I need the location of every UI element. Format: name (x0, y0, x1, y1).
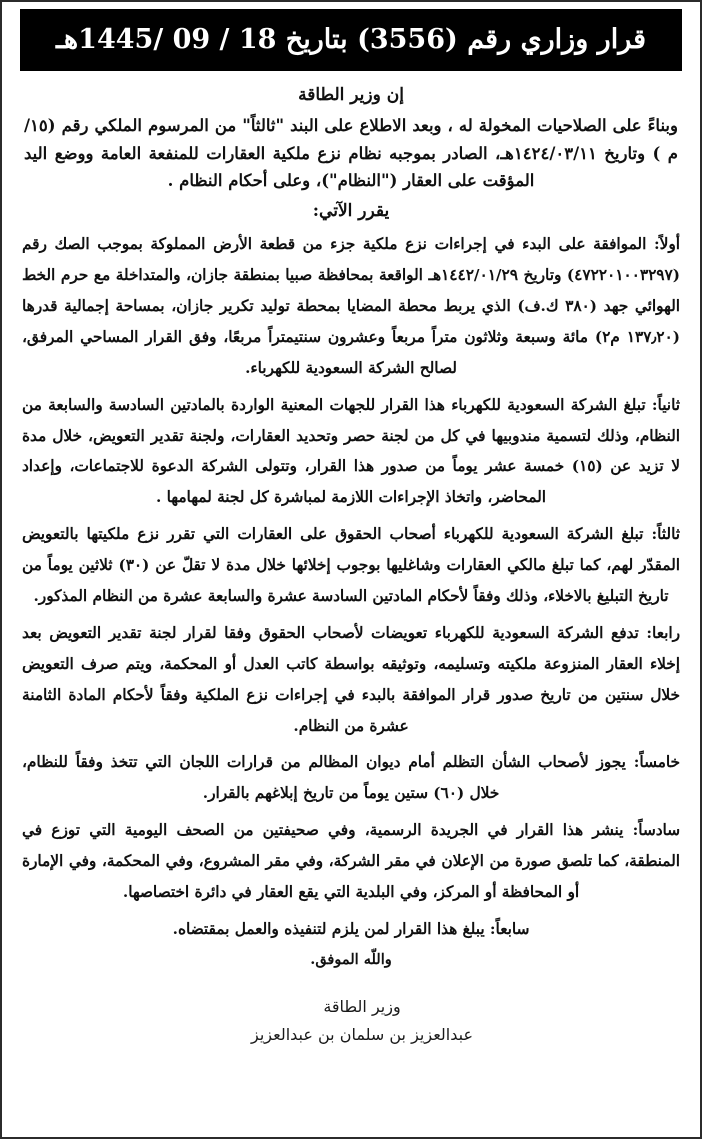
clause-item: أولاً: الموافقة على البدء في إجراءات نزع ملكية جزء من قطعة الأرض المملوكة بموجب الصك رقم (٤٧٢٢٠١٠٠٣٢٩٧) وتاريخ ١٤٤٢/٠١/٢٩هـ الواقعة بمحافظة صبيا بمنطقة جازان، والمتداخلة مع حرم الخط الهوائي جهد (٣٨٠ ك.ف) الذي يربط محطة المضايا بمحطة توليد تكرير جازان، بمساحة إجمالية قدرها (١٣٧٫٢٠ م٢) مائة وسبعة وثلاثون متراً مربعاً وعشرون سنتيمتراً مربعًا، وفق القرار المساحي المرفق، لصالح الشركة السعودية للكهرباء. (22, 235, 681, 377)
preamble-section (20, 85, 682, 221)
decree-header-banner (20, 9, 682, 71)
decree-title: قرار وزاري رقم (3556) بتاريخ 18 / 09 /1445هـ (56, 23, 646, 55)
clause-item: رابعا: تدفع الشركة السعودية للكهرباء تعويضات لأصحاب الحقوق وفقا لقرار لجنة تقدير التعويض بعد إخلاء العقار المنزوعة ملكيته وتسليمه، وتوثيقه بواسطة كاتب العدل أو المحكمة، ويتم صرف التعويض خلال سنتين من تاريخ صدور قرار الموافقة بالبدء في إجراءات نزع الملكية وفقاً لأحكام المادة الثامنة عشرة من النظام. (22, 623, 680, 735)
signatory-name: عبدالعزيز بن سلمان بن عبدالعزيز (250, 1025, 474, 1045)
decides-label: يقرر الآتي: (312, 201, 390, 222)
signature-block (182, 994, 542, 1047)
clause-item: خامساً: يجوز لأصحاب الشأن التظلم أمام ديوان المظالم من قرارات اللجان التي تتخذ وفقاً للنظام، خلال (٦٠) ستين يوماً من تاريخ إبلاغهم بالقرار. (22, 753, 680, 803)
closing-clause: سابعاً: يبلغ هذا القرار لمن يلزم لتنفيذه والعمل بمقتضاه. (172, 919, 530, 938)
clauses-list (20, 229, 682, 908)
signatory-role: وزير الطاقة (323, 997, 401, 1017)
issuer-title: إن وزير الطاقة (298, 85, 404, 105)
clause-item: ثانياً: تبلغ الشركة السعودية للكهرباء هذا القرار للجهات المعنية الواردة بالمادتين السادسة والسابعة من النظام، وذلك لتسمية مندوبيها في كل من لجنة حصر وتحديد العقارات، ولجنة تقدير التعويض، خلال مدة لا تزيد عن (١٥) خمسة عشر يوماً من صدور هذا القرار، وتتولى الشركة الدعوة للاجتماعات، وإعداد المحاضر، واتخاذ الإجراءات اللازمة لمباشرة كل لجنة لمهامها . (22, 395, 680, 507)
preamble-text: وبناءً على الصلاحيات المخولة له ، وبعد الاطلاع على البند "ثالثاً" من المرسوم الملكي رقم (١٥/م ) وتاريخ ١٤٢٤/٠٣/١١هـ، الصادر بموجبه نظام نزع ملكية العقارات للمنفعة العامة ووضع اليد المؤقت على العقار ("النظام")، وعلى أحكام النظام . (24, 116, 678, 191)
blessing-text: واللّه الموفق. (310, 951, 392, 969)
clause-item: سادساً: ينشر هذا القرار في الجريدة الرسمية، وفي صحيفتين من الصحف اليومية التي توزع في المنطقة، كما تلصق صورة من الإعلان في مقر الشركة، وفي مقر المشروع، وفي المحكمة، وفي الإمارة أو المحافظة أو المركز، وفي البلدية التي يقع العقار في دائرة اختصاصها. (22, 821, 680, 901)
clause-item: ثالثاً: تبلغ الشركة السعودية للكهرباء أصحاب الحقوق على العقارات التي تقرر نزع ملكيتها بالتعويض المقدّر لهم، كما تبلغ مالكي العقارات وشاغليها بوجوب إخلائها خلال مدة لا تقلّ عن (٣٠) ثلاثين يوماً من تاريخ التبليغ بالاخلاء، وذلك وفقاً لأحكام المادتين السادسة عشرة والسابعة عشرة من النظام المذكور. (22, 525, 680, 605)
page-content (2, 9, 700, 1139)
